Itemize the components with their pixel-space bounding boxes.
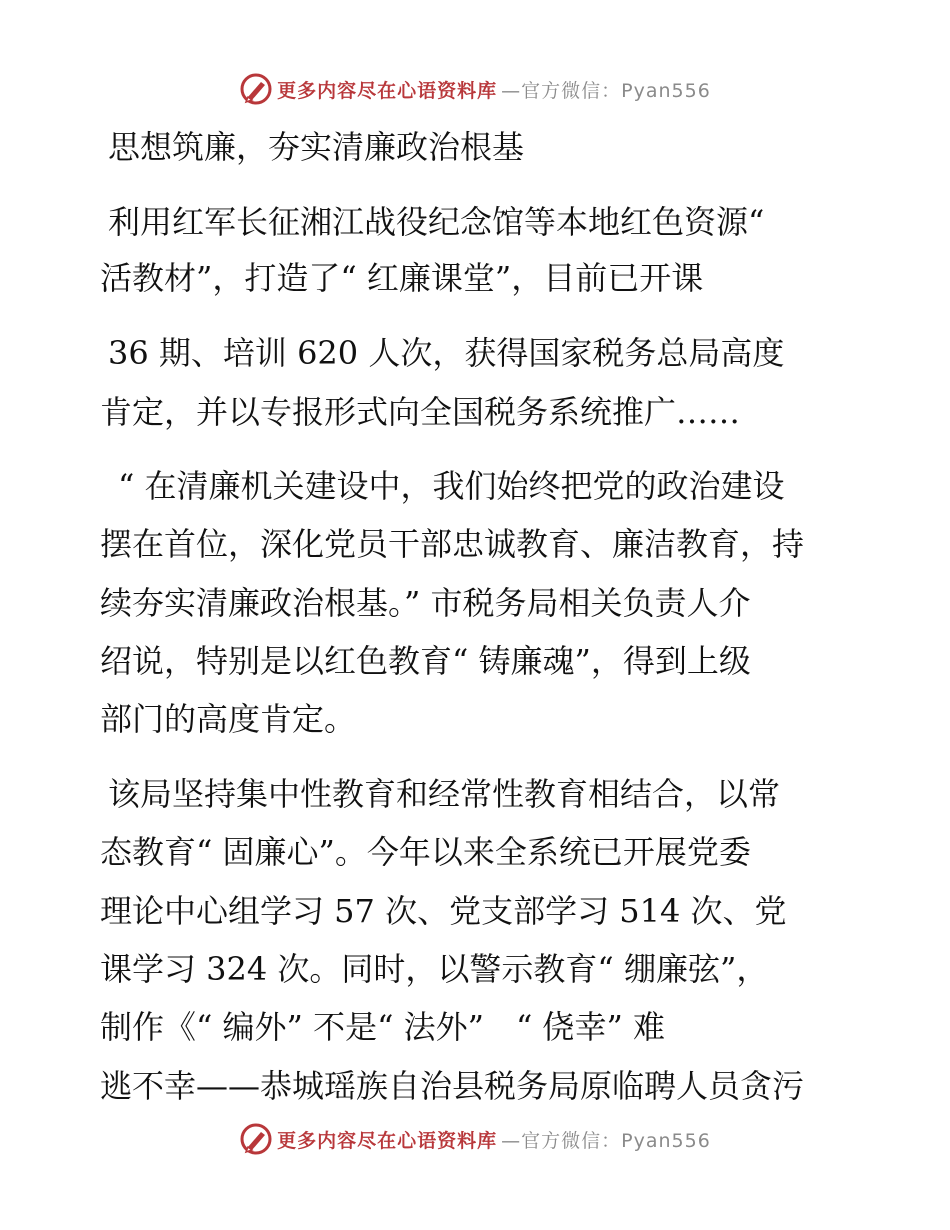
paragraph-line: 36 期、培训 620 人次，获得国家税务总局高度 bbox=[108, 334, 785, 372]
paragraph-line: 摆在首位，深化党员干部忠诚教育、廉洁教育，持 bbox=[100, 525, 805, 563]
paragraph-line: 该局坚持集中性教育和经常性教育相结合，以常 bbox=[108, 775, 781, 813]
paragraph-line: 绍说，特别是以红色教育“ 铸廉魂”，得到上级 bbox=[100, 642, 751, 680]
paragraph-line: 态教育“ 固廉心”。今年以来全系统已开展党委 bbox=[100, 833, 751, 871]
footer-watermark bbox=[0, 1122, 950, 1156]
section-heading: 思想筑廉，夯实清廉政治根基 bbox=[108, 128, 525, 166]
paragraph-line: 利用红军长征湘江战役纪念馆等本地红色资源“ bbox=[108, 203, 765, 241]
paragraph-line: 制作《“ 编外” 不是“ 法外” “ 侥幸” 难 bbox=[100, 1008, 666, 1046]
paragraph-line: 理论中心组学习 57 次、党支部学习 514 次、党 bbox=[100, 892, 787, 930]
watermark-contact: —官方微信：Pyan556 bbox=[501, 79, 711, 102]
watermark-text: 更多内容尽在心语资料库 bbox=[277, 79, 498, 102]
paragraph-line: 活教材”，打造了“ 红廉课堂”，目前已开课 bbox=[100, 259, 704, 297]
paragraph-line: 续夯实清廉政治根基。” 市税务局相关负责人介 bbox=[100, 584, 751, 622]
watermark-contact: —官方微信：Pyan556 bbox=[501, 1129, 711, 1152]
paragraph-line: “ 在清廉机关建设中，我们始终把党的政治建设 bbox=[118, 467, 785, 505]
watermark-text: 更多内容尽在心语资料库 bbox=[277, 1129, 498, 1152]
paragraph-line: 肯定，并以专报形式向全国税务系统推广…… bbox=[100, 393, 741, 431]
paragraph-line: 课学习 324 次。同时，以警示教育“ 绷廉弦”， bbox=[100, 950, 769, 988]
paragraph-line: 逃不幸——恭城瑶族自治县税务局原临聘人员贪污 bbox=[100, 1067, 805, 1105]
paragraph-line: 部门的高度肯定。 bbox=[100, 700, 357, 738]
pen-logo-icon bbox=[239, 1122, 273, 1156]
header-watermark bbox=[0, 72, 950, 106]
pen-logo-icon bbox=[239, 72, 273, 106]
